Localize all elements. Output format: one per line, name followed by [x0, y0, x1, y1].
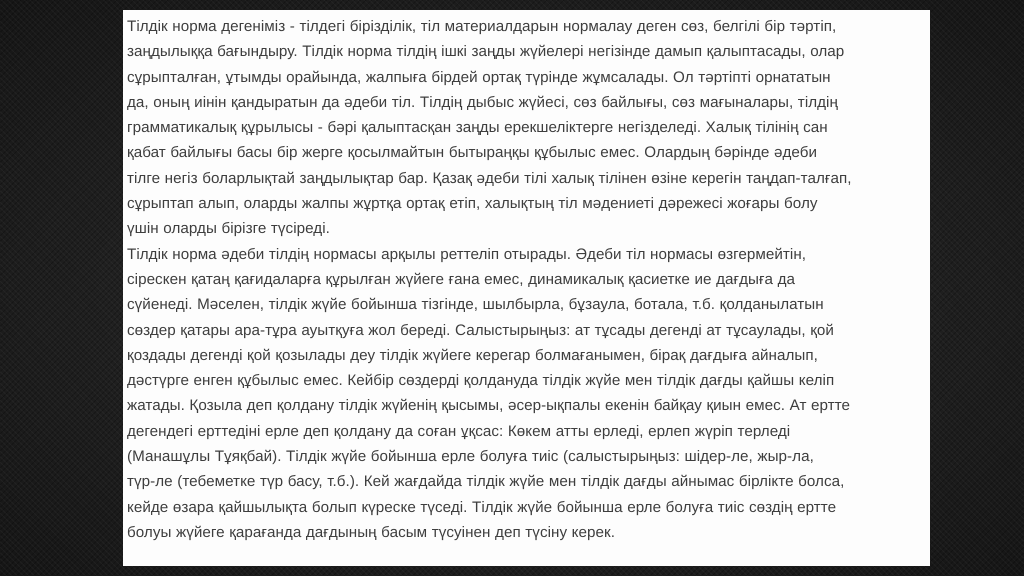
text-line: (Манашұлы Тұяқбай). Тілдік жүйе бойынша ерле болуға тиіс (салыстырыңыз: шідер-ле, жыр-ла, [127, 448, 814, 466]
text-line: қабат байлығы басы бір жерге қосылмайтын бытыраңқы құбылыс емес. Олардың бәрінде әдеби [127, 144, 818, 162]
text-line: қоздады дегенді қой қозылады деу тілдік жүйеге керегар болмағанымен, бірақ дағдыға айналып, [127, 346, 818, 364]
text-line: сөздер қатары ара-тұра ауытқуға жол береді. Салыстырыңыз: ат тұсады дегенді ат тұсаулады, қой [127, 321, 834, 339]
text-line: сұрыпталған, ұтымды орайында, жалпыға бірдей ортақ түрінде жұмсалады. Ол тәртіпті орнататын [127, 68, 831, 86]
text-line: түр-ле (тебеметке түр басу, т.б.). Кей жағдайда тілдік жүйе мен тілдік дағды айнымас бірлікте болса, [127, 473, 845, 491]
text-line: сүйенеді. Мәселен, тілдік жүйе бойынша тізгінде, шылбырла, бұзаула, ботала, т.б. қолданылатын [127, 296, 824, 314]
text-line: да, оның иінін қандыратын да әдеби тіл. Тілдің дыбыс жүйесі, сөз байлығы, сөз мағыналары, тілдің [127, 93, 838, 111]
text-line: сірескен қатаң қағидаларға құрылған жүйеге ғана емес, динамикалық қасиетке ие дағдыға да [127, 270, 796, 288]
paragraph-1 [127, 14, 927, 242]
text-line: тілге негіз боларлықтай заңдылықтар бар. Қазақ әдеби тілі халық тілінен өзіне керегін таңдап-талғап, [127, 169, 852, 187]
text-line: жатады. Қозыла деп қолдану тілдік жүйенің қысымы, әсер-ықпалы екенін байқау қиын емес. Ат ертте [127, 397, 851, 415]
text-line: үшін оларды бірізге түсіреді. [127, 220, 330, 238]
text-line: сұрыптап алып, оларды жалпы жұртқа ортақ етіп, халықтың тіл мәдениеті дәрежесі жоғары болу [127, 195, 818, 213]
text-line: болуы жүйеге қарағанда дағдының басым түсуінен деп түсіну керек. [127, 523, 615, 541]
text-line: Тілдік норма дегеніміз - тілдегі бірізділік, тіл материалдарын нормалау деген сөз, белгілі бір тәртіп, [127, 18, 837, 35]
text-line: дегендегі ерттедіні ерле деп қолдану да соған ұқсас: Көкем атты ерледі, ерлеп жүріп терледі [127, 422, 791, 440]
text-panel [123, 10, 930, 566]
paragraph-2 [127, 242, 927, 546]
text-line: Тілдік норма әдеби тілдің нормасы арқылы реттеліп отырады. Әдеби тіл нормасы өзгермейтін, [127, 245, 807, 263]
text-line: дәстүрге енген құбылыс емес. Кейбір сөздерді қолдануда тілдік жүйе мен тілдік дағды қайшы келіп [127, 372, 835, 390]
text-line: грамматикалық құрылысы - бәрі қалыптасқан заңды ерекшеліктерге негізделеді. Халық тілінің сан [127, 119, 828, 137]
text-line: заңдылыққа бағындыру. Тілдік норма тілдің ішкі заңды жүйелері негізінде дамып қалыптасады, олар [127, 43, 845, 61]
text-line: кейде өзара қайшылықта болып күреске түседі. Тілдік жүйе бойынша ерле болуға тиіс сөздің ертте [127, 498, 837, 516]
